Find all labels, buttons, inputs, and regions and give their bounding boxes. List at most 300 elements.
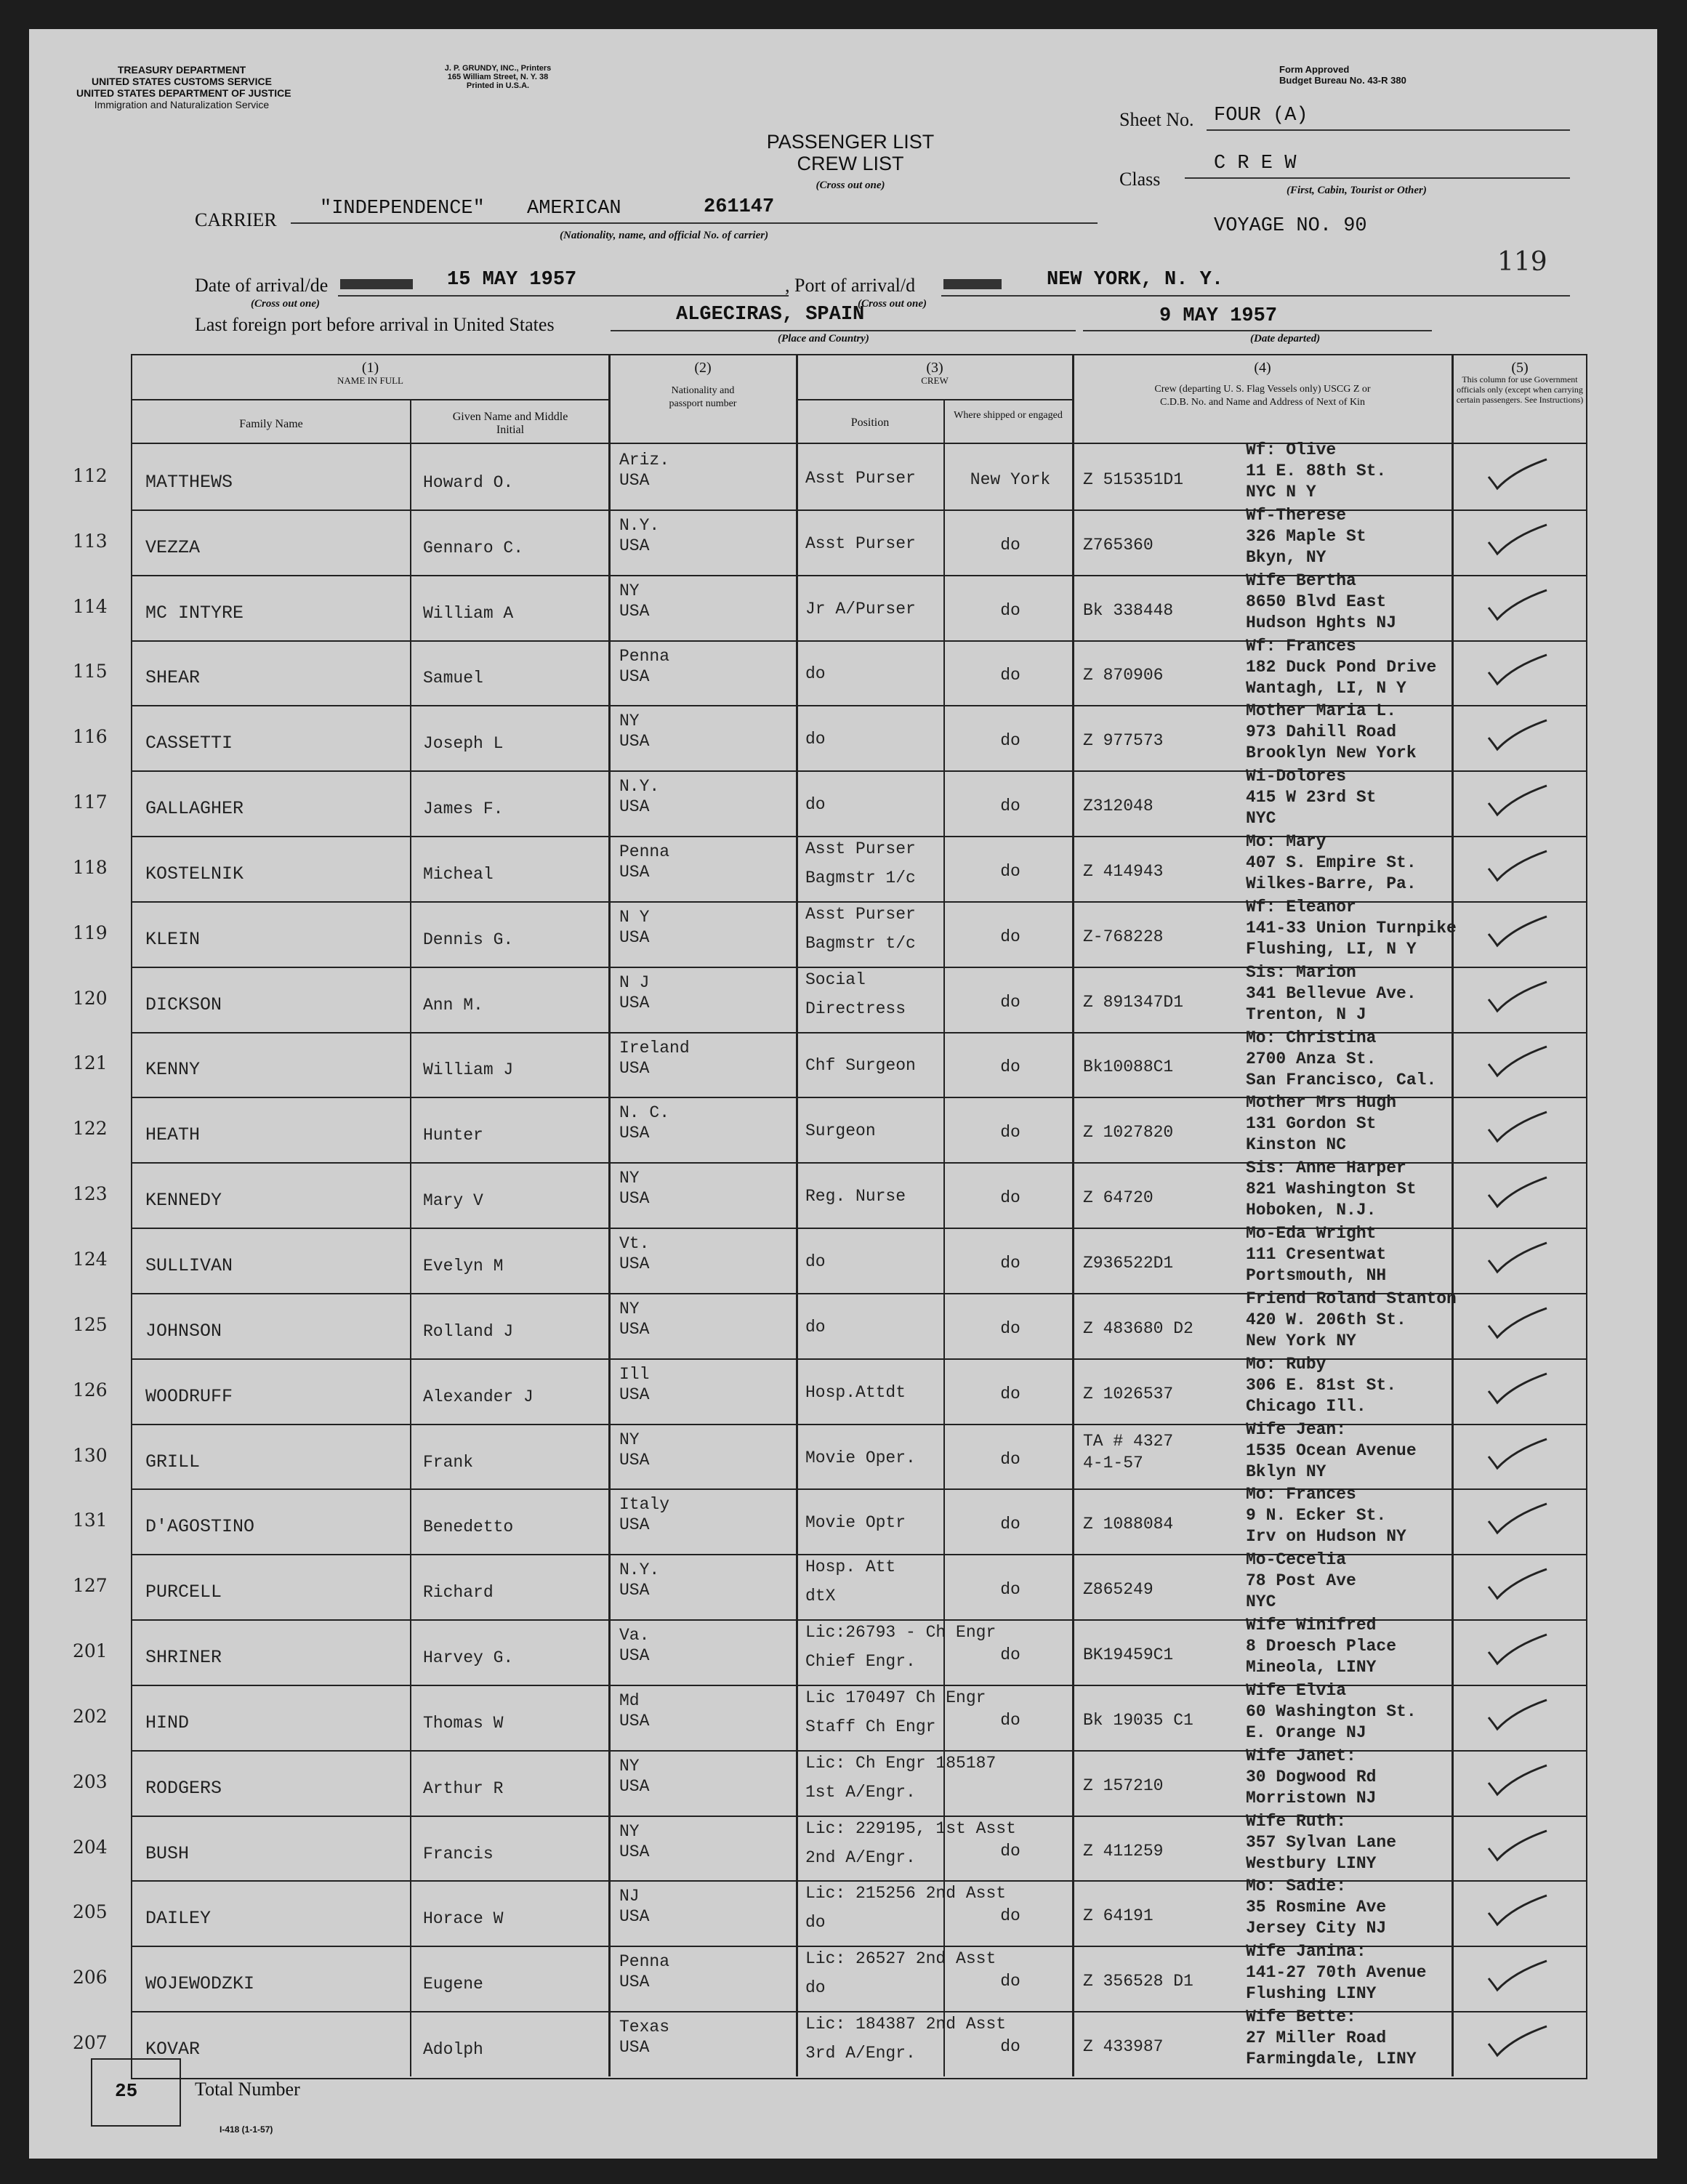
shipped-value: do xyxy=(1000,1710,1020,1730)
checkmark-icon xyxy=(1484,1501,1550,1537)
given-name: Mary V xyxy=(423,1191,483,1211)
voyage-number: VOYAGE NO. 90 xyxy=(1214,215,1367,237)
next-of-kin-line: 182 Duck Pond Drive xyxy=(1246,657,1437,677)
port-label: , Port of arrival/d xyxy=(785,275,916,296)
table-row xyxy=(132,571,1586,640)
family-name: GALLAGHER xyxy=(145,798,244,820)
checkmark-icon xyxy=(1484,1044,1550,1080)
next-of-kin-line: 60 Washington St. xyxy=(1246,1701,1417,1721)
checkmark-icon xyxy=(1484,717,1550,754)
checkmark-stroke xyxy=(1489,1177,1547,1206)
next-of-kin-line: Wf: Frances xyxy=(1246,636,1356,656)
col2-number: (2) xyxy=(694,360,712,376)
nationality-line: USA xyxy=(619,863,650,882)
col5-number: (5) xyxy=(1511,360,1529,376)
uscg-number: Z 977573 xyxy=(1083,731,1164,751)
position-line: Hosp.Attdt xyxy=(805,1382,906,1402)
family-name: BUSH xyxy=(145,1842,190,1864)
uscg-number: Bk10088C1 xyxy=(1083,1057,1174,1077)
family-name: GRILL xyxy=(145,1451,201,1472)
next-of-kin-line: Hudson Hghts NJ xyxy=(1246,613,1397,632)
next-of-kin-line: Sis: Marion xyxy=(1246,962,1356,982)
next-of-kin-line: NYC xyxy=(1246,1592,1276,1612)
uscg-number: BK19459C1 xyxy=(1083,1645,1174,1665)
given-name: Gennaro C. xyxy=(423,538,524,557)
nationality-line: N.Y. xyxy=(619,777,660,797)
uscg-number: Z-768228 xyxy=(1083,927,1164,946)
uscg-number: Z936522D1 xyxy=(1083,1253,1174,1273)
next-of-kin-line: 407 S. Empire St. xyxy=(1246,853,1417,873)
shipped-header: Where shipped or engaged xyxy=(954,410,1063,421)
nationality-line: Vt. xyxy=(619,1234,650,1254)
family-name: WOODRUFF xyxy=(145,1385,233,1407)
checkmark-icon xyxy=(1484,1174,1550,1211)
col3-header xyxy=(797,361,1072,387)
shipped-value: do xyxy=(1000,1841,1020,1861)
next-of-kin-line: 1535 Ocean Avenue xyxy=(1246,1440,1417,1460)
next-of-kin-line: 11 E. 88th St. xyxy=(1246,462,1387,480)
nationality-line: N. C. xyxy=(619,1103,670,1123)
given-name: Evelyn M xyxy=(423,1256,504,1276)
next-of-kin-line: 78 Post Ave xyxy=(1246,1571,1356,1591)
next-of-kin-line: San Francisco, Cal. xyxy=(1246,1070,1437,1089)
uscg-number: Z 891347D1 xyxy=(1083,992,1184,1012)
nationality-line: USA xyxy=(619,1907,650,1927)
title-passenger-list: PASSENGER LIST xyxy=(766,131,935,153)
next-of-kin-line: E. Orange NJ xyxy=(1246,1722,1366,1742)
position-line: 3rd A/Engr. xyxy=(805,2044,916,2063)
shipped-value: do xyxy=(1000,1645,1020,1665)
checkmark-icon xyxy=(1484,783,1550,819)
position-line: Chief Engr. xyxy=(805,1652,916,1672)
uscg-number: Z 64720 xyxy=(1083,1188,1153,1208)
table-row xyxy=(132,1224,1586,1293)
next-of-kin-line: 357 Sylvan Lane xyxy=(1246,1832,1397,1852)
row-rule xyxy=(132,1946,1586,1947)
col3-title: CREW xyxy=(921,375,949,386)
nationality-line: Penna xyxy=(619,646,670,666)
nationality-line: Ill xyxy=(619,1364,650,1384)
nationality-line: USA xyxy=(619,536,650,555)
next-of-kin-line: Wife Winifred xyxy=(1246,1616,1377,1635)
family-name: DAILEY xyxy=(145,1908,212,1930)
position-line: Lic 170497 Ch Engr xyxy=(805,1688,986,1707)
row-number: 125 xyxy=(73,1313,108,1335)
position-line: Jr A/Purser xyxy=(805,599,916,618)
position-line: Reg. Nurse xyxy=(805,1187,906,1206)
uscg-number: Z865249 xyxy=(1083,1580,1153,1600)
date-caption: (Cross out one) xyxy=(251,298,321,310)
position-line: do xyxy=(805,1317,826,1337)
family-header: Family Name xyxy=(239,418,303,430)
family-name: MATTHEWS xyxy=(145,471,233,493)
next-of-kin-line: Wife Ruth: xyxy=(1246,1811,1347,1831)
date-label: Date of arrival/de xyxy=(195,275,329,296)
next-of-kin-line: 27 Miller Road xyxy=(1246,2028,1387,2048)
nationality-line: USA xyxy=(619,927,650,947)
next-of-kin-line: Chicago Ill. xyxy=(1246,1396,1366,1416)
given-name: Ann M. xyxy=(423,995,483,1015)
nationality-line: N.Y. xyxy=(619,1560,660,1580)
given-header: Given Name and Middle Initial xyxy=(452,411,568,436)
uscg-number: Bk 19035 C1 xyxy=(1083,1710,1193,1730)
row-number: 114 xyxy=(73,595,108,617)
crew-rows xyxy=(132,440,1586,2076)
date-value: 15 MAY 1957 xyxy=(447,269,577,291)
table-row xyxy=(132,1028,1586,1097)
title-crew-list: CREW LIST xyxy=(797,153,904,174)
port-caption: (Cross out one) xyxy=(858,298,927,310)
nationality-line: Italy xyxy=(619,1495,670,1515)
port-strike xyxy=(943,279,1002,289)
page-number: 119 xyxy=(1497,247,1547,277)
checkmark-icon xyxy=(1484,1436,1550,1472)
next-of-kin-line: 8 Droesch Place xyxy=(1246,1637,1397,1656)
checkmark-stroke xyxy=(1489,720,1547,749)
given-name: Alexander J xyxy=(423,1387,534,1406)
next-of-kin-line: Mo: Frances xyxy=(1246,1485,1356,1504)
checkmark-stroke xyxy=(1489,1961,1547,1990)
uscg-number: Z 157210 xyxy=(1083,1776,1164,1795)
port-underline xyxy=(941,295,1570,297)
table-row xyxy=(132,767,1586,836)
position-line: do xyxy=(805,1913,826,1933)
nationality-line: USA xyxy=(619,1515,650,1535)
carrier-caption: (Nationality, name, and official No. of carrier) xyxy=(560,230,769,241)
given-name: Joseph L xyxy=(423,734,504,754)
checkmark-icon xyxy=(1484,1828,1550,1864)
nationality-line: USA xyxy=(619,2038,650,2058)
nationality-line: NY xyxy=(619,581,640,600)
given-name: Dennis G. xyxy=(423,930,514,949)
col5-title: This column for use Government officials only (except when carrying certain passengers. See Instructions) xyxy=(1456,374,1584,405)
form-approved-line: Budget Bureau No. 43-R 380 xyxy=(1279,75,1406,86)
next-of-kin-line: Wife Janet: xyxy=(1246,1746,1356,1765)
shipped-value: do xyxy=(1000,1906,1020,1926)
row-number-column xyxy=(73,443,131,2075)
row-number: 116 xyxy=(73,726,108,748)
position-line: do xyxy=(805,795,826,815)
given-name: Horace W xyxy=(423,1909,504,1929)
checkmark-stroke xyxy=(1489,1112,1547,1141)
checkmark-stroke xyxy=(1489,1700,1547,1729)
col2-title: Nationality and passport number xyxy=(669,385,737,409)
checkmark-stroke xyxy=(1489,1374,1547,1403)
next-of-kin-line: Flushing, LI, N Y xyxy=(1246,939,1417,959)
next-of-kin-line: New York NY xyxy=(1246,1331,1356,1350)
shipped-value: do xyxy=(1000,535,1020,555)
family-name: VEZZA xyxy=(145,536,201,558)
nationality-line: USA xyxy=(619,1254,650,1274)
row-number: 112 xyxy=(73,464,108,486)
row-rule xyxy=(132,836,1586,837)
next-of-kin-line: Bkyn, NY xyxy=(1246,547,1326,567)
nationality-line: USA xyxy=(619,1973,650,1992)
nationality-line: USA xyxy=(619,993,650,1012)
position-line: do xyxy=(805,664,826,684)
carrier-number: 261147 xyxy=(704,196,775,218)
checkmark-stroke xyxy=(1489,982,1547,1011)
checkmark-icon xyxy=(1484,1240,1550,1276)
position-line: Lic: 215256 2nd Asst xyxy=(805,1884,1007,1903)
position-line: Movie Oper. xyxy=(805,1448,916,1467)
position-line: Lic: 26527 2nd Asst xyxy=(805,1949,997,1969)
dept-line: TREASURY DEPARTMENT xyxy=(117,64,246,76)
checkmark-icon xyxy=(1484,1697,1550,1733)
next-of-kin-line: Farmingdale, LINY xyxy=(1246,2050,1417,2069)
nationality-line: USA xyxy=(619,1058,650,1078)
uscg-number: Z 483680 D2 xyxy=(1083,1318,1193,1338)
row-rule xyxy=(132,1750,1586,1752)
next-of-kin-line: 415 W 23rd St xyxy=(1246,788,1377,807)
next-of-kin-line: Mo-Eda Wright xyxy=(1246,1224,1377,1244)
row-number: 130 xyxy=(73,1444,108,1466)
uscg-number: Z 1088084 xyxy=(1083,1515,1174,1534)
printer-block xyxy=(425,64,571,90)
class-label: Class xyxy=(1119,169,1161,190)
row-number: 202 xyxy=(73,1705,108,1727)
uscg-number: Z312048 xyxy=(1083,797,1153,816)
shipped-value: do xyxy=(1000,1253,1020,1273)
family-name: JOHNSON xyxy=(145,1320,222,1342)
nationality-line: NY xyxy=(619,1821,640,1841)
class-value: C R E W xyxy=(1214,153,1297,174)
table-row xyxy=(132,1616,1586,1685)
printer-line: 165 William Street, N. Y. 38 xyxy=(447,73,549,81)
uscg-number: Z 515351D1 xyxy=(1083,470,1184,489)
table-row xyxy=(132,1877,1586,1946)
row-number: 118 xyxy=(73,856,108,878)
position-line: Chf Surgeon xyxy=(805,1056,916,1076)
shipped-value: do xyxy=(1000,2037,1020,2057)
given-name: Rolland J xyxy=(423,1321,514,1341)
next-of-kin-line: 306 E. 81st St. xyxy=(1246,1375,1397,1395)
row-rule xyxy=(132,1358,1586,1360)
given-name: Arthur R xyxy=(423,1778,504,1798)
title-caption: (Cross out one) xyxy=(816,180,885,191)
family-name: RODGERS xyxy=(145,1777,222,1799)
nationality-line: USA xyxy=(619,1319,650,1339)
next-of-kin-line: Wf: Eleanor xyxy=(1246,897,1356,916)
dept-line: Immigration and Naturalization Service xyxy=(94,99,270,110)
next-of-kin-line: Friend Roland Stanton xyxy=(1246,1289,1457,1308)
nationality-line: USA xyxy=(619,732,650,751)
position-line: do xyxy=(805,1252,826,1271)
next-of-kin-line: Wife Jean: xyxy=(1246,1419,1347,1439)
next-of-kin-line: Trenton, N J xyxy=(1246,1004,1366,1024)
position-line: Hosp. Att xyxy=(805,1558,896,1577)
carrier-underline xyxy=(291,222,1098,224)
position-line: Social xyxy=(805,970,866,989)
total-label: Total Number xyxy=(195,2079,300,2100)
crew-list-document xyxy=(29,29,1657,2159)
row-number: 127 xyxy=(73,1575,108,1597)
checkmark-icon xyxy=(1484,1371,1550,1407)
sheet-underline xyxy=(1207,129,1570,131)
sheet-label: Sheet No. xyxy=(1119,109,1194,130)
checkmark-stroke xyxy=(1489,655,1547,684)
shipped-value: do xyxy=(1000,1580,1020,1600)
family-name: HIND xyxy=(145,1712,190,1733)
row-rule xyxy=(132,1554,1586,1555)
nationality-line: NJ xyxy=(619,1887,640,1906)
checkmark-icon xyxy=(1484,1632,1550,1668)
printer-line: Printed in U.S.A. xyxy=(466,81,530,90)
checkmark-icon xyxy=(1484,1566,1550,1603)
col1-title: NAME IN FULL xyxy=(337,375,403,386)
next-of-kin-line: Wife Elvia xyxy=(1246,1680,1347,1700)
checkmark-stroke xyxy=(1489,786,1547,815)
row-rule xyxy=(132,1816,1586,1817)
next-of-kin-line: Wife Janina: xyxy=(1246,1942,1366,1962)
checkmark-stroke xyxy=(1489,1635,1547,1664)
row-number: 206 xyxy=(73,1967,108,1988)
position-line: Bagmstr t/c xyxy=(805,933,916,953)
class-underline xyxy=(1185,177,1570,179)
family-name: SULLIVAN xyxy=(145,1254,233,1276)
row-number: 120 xyxy=(73,987,108,1009)
row-number: 121 xyxy=(73,1052,108,1074)
given-name: Benedetto xyxy=(423,1518,514,1537)
next-of-kin-line: 973 Dahill Road xyxy=(1246,722,1397,742)
department-block xyxy=(76,64,291,110)
row-rule xyxy=(132,967,1586,968)
table-row xyxy=(132,1159,1586,1228)
dept-line: UNITED STATES CUSTOMS SERVICE xyxy=(92,76,272,87)
position-line: Staff Ch Engr xyxy=(805,1717,936,1736)
nationality-line: USA xyxy=(619,1450,650,1470)
position-line: 1st A/Engr. xyxy=(805,1782,916,1802)
col4-header xyxy=(1077,361,1448,409)
checkmark-icon xyxy=(1484,1109,1550,1145)
family-name: KENNEDY xyxy=(145,1190,222,1212)
next-of-kin-line: 821 Washington St xyxy=(1246,1180,1417,1199)
dept-line: UNITED STATES DEPARTMENT OF JUSTICE xyxy=(76,87,291,99)
row-number: 115 xyxy=(73,661,108,682)
nationality-line: USA xyxy=(619,1842,650,1861)
nationality-line: USA xyxy=(619,797,650,817)
total-value: 25 xyxy=(115,2080,138,2102)
next-of-kin-line: 326 Maple St xyxy=(1246,526,1366,546)
foreign-port-caption: (Place and Country) xyxy=(778,333,869,344)
port-value: NEW YORK, N. Y. xyxy=(1047,269,1224,291)
table-row xyxy=(132,1550,1586,1619)
next-of-kin-line: 2700 Anza St. xyxy=(1246,1049,1377,1068)
given-name: Samuel xyxy=(423,669,483,688)
next-of-kin-line: Morristown NJ xyxy=(1246,1788,1377,1808)
nationality-line: USA xyxy=(619,1385,650,1404)
row-number: 126 xyxy=(73,1379,108,1401)
next-of-kin-line: Jersey City NJ xyxy=(1246,1919,1387,1938)
row-number: 207 xyxy=(73,2032,108,2054)
checkmark-icon xyxy=(1484,652,1550,688)
checkmark-stroke xyxy=(1489,1504,1547,1533)
next-of-kin-line: Wife Bette: xyxy=(1246,2007,1356,2027)
nationality-line: NY xyxy=(619,1299,640,1318)
given-name: Eugene xyxy=(423,1975,483,1994)
next-of-kin-line: Mo: Mary xyxy=(1246,832,1326,852)
checkmark-icon xyxy=(1484,587,1550,624)
position-line: Asst Purser xyxy=(805,839,916,859)
checkmark-icon xyxy=(1484,979,1550,1015)
col5-header xyxy=(1455,361,1585,405)
position-line: Lic: Ch Engr 185187 xyxy=(805,1753,997,1773)
table-row xyxy=(132,1680,1586,1750)
row-number: 119 xyxy=(73,922,108,943)
next-of-kin-line: Brooklyn New York xyxy=(1246,744,1417,763)
uscg-number: Z 870906 xyxy=(1083,666,1164,685)
row-number: 205 xyxy=(73,1901,108,1923)
given-name: William J xyxy=(423,1060,514,1080)
given-name: Hunter xyxy=(423,1126,483,1145)
next-of-kin-line: Hoboken, N.J. xyxy=(1246,1201,1377,1220)
table-row xyxy=(132,897,1586,967)
uscg-number: Z 64191 xyxy=(1083,1906,1153,1926)
family-name: HEATH xyxy=(145,1124,201,1146)
position-line: Lic:26793 - Ch Engr xyxy=(805,1623,997,1643)
nationality-line: NY xyxy=(619,1169,640,1188)
carrier-nationality: AMERICAN xyxy=(527,198,621,219)
shipped-value: do xyxy=(1000,927,1020,946)
checkmark-stroke xyxy=(1489,1569,1547,1598)
row-number: 203 xyxy=(73,1770,108,1792)
row-number: 131 xyxy=(73,1510,108,1531)
checkmark-stroke xyxy=(1489,1308,1547,1337)
checkmark-stroke xyxy=(1489,1439,1547,1468)
shipped-value: do xyxy=(1000,666,1020,685)
family-name: KOSTELNIK xyxy=(145,863,244,885)
date-strike xyxy=(340,279,413,289)
nationality-line: Ariz. xyxy=(619,451,670,470)
printer-line: J. P. GRUNDY, INC., Printers xyxy=(444,64,552,73)
date-underline xyxy=(338,295,789,297)
uscg-number: Z765360 xyxy=(1083,535,1153,555)
table-row xyxy=(132,2007,1586,2076)
nationality-line: USA xyxy=(619,1581,650,1600)
foreign-port-label: Last foreign port before arrival in United States xyxy=(195,314,555,335)
table-row xyxy=(132,701,1586,770)
col1-number: (1) xyxy=(361,360,379,376)
next-of-kin-line: Mo: Christina xyxy=(1246,1028,1377,1047)
checkmark-stroke xyxy=(1489,1895,1547,1925)
nationality-line: NY xyxy=(619,1756,640,1776)
row-number: 204 xyxy=(73,1836,108,1858)
checkmark-stroke xyxy=(1489,851,1547,880)
position-line: dtX xyxy=(805,1587,836,1606)
checkmark-stroke xyxy=(1489,1831,1547,1860)
subheader-rule xyxy=(132,399,608,400)
next-of-kin-line: Wi-Dolores xyxy=(1246,767,1347,786)
family-name: SHEAR xyxy=(145,667,201,689)
row-number: 124 xyxy=(73,1249,108,1270)
family-name: D'AGOSTINO xyxy=(145,1516,255,1538)
nationality-line: Ireland xyxy=(619,1038,690,1057)
next-of-kin-line: Mother Maria L. xyxy=(1246,701,1397,721)
uscg-number: Z 433987 xyxy=(1083,2037,1164,2057)
nationality-line: USA xyxy=(619,1776,650,1796)
next-of-kin-line: 141-33 Union Turnpike xyxy=(1246,918,1457,938)
next-of-kin-line: Flushing LINY xyxy=(1246,1984,1377,2004)
nationality-line: USA xyxy=(619,471,650,490)
foreign-port-underline xyxy=(611,330,1076,331)
position-line: Surgeon xyxy=(805,1121,876,1141)
next-of-kin-line: Irv on Hudson NY xyxy=(1246,1527,1406,1547)
shipped-value: do xyxy=(1000,797,1020,816)
next-of-kin-line: 341 Bellevue Ave. xyxy=(1246,983,1417,1003)
checkmark-stroke xyxy=(1489,2026,1547,2055)
row-rule xyxy=(132,1880,1586,1882)
nationality-line: Penna xyxy=(619,1952,670,1972)
